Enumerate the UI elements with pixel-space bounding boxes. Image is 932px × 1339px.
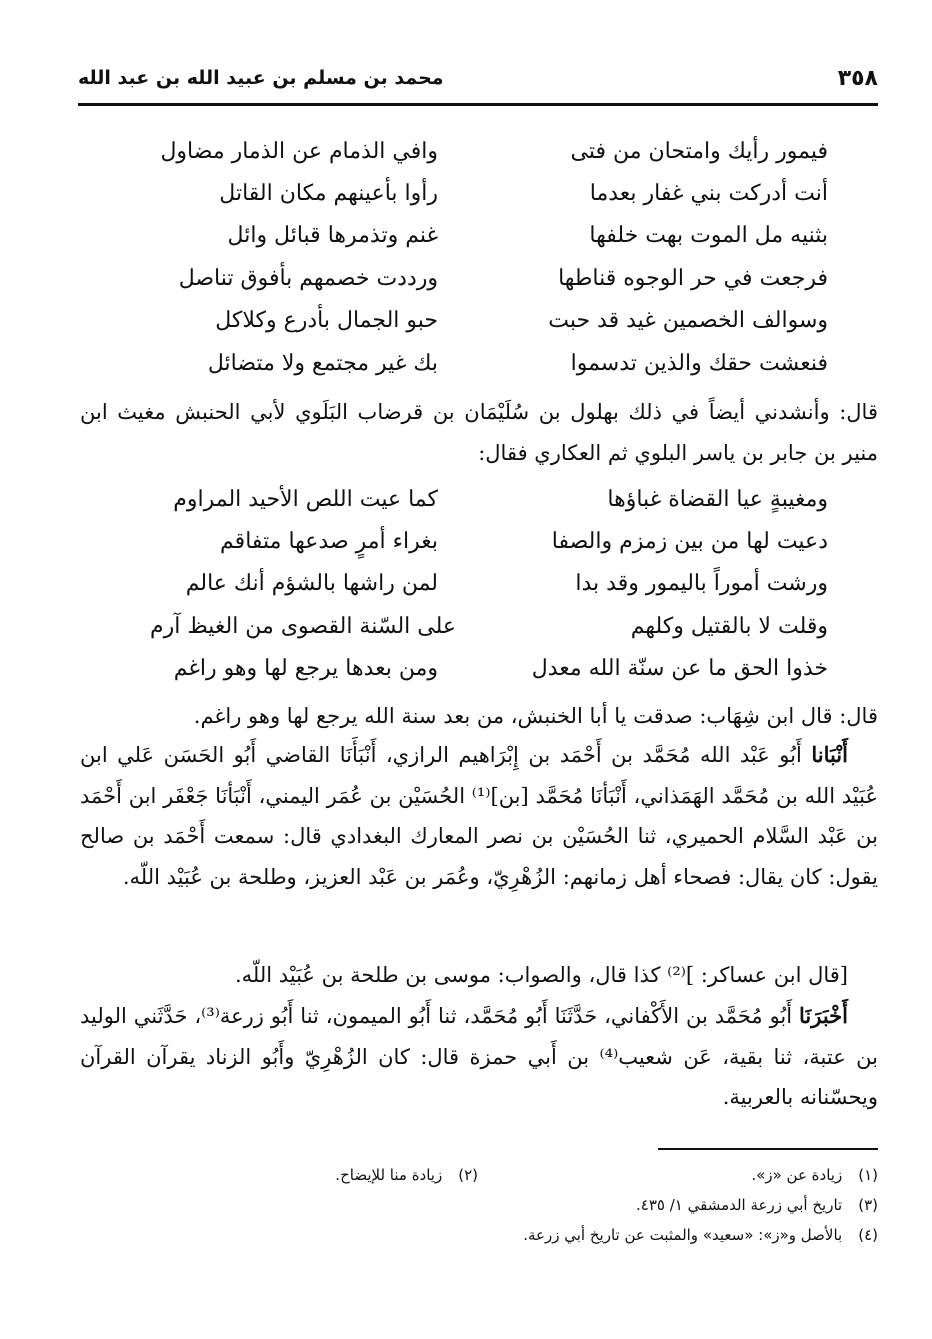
footnote-number: (١) [858,1166,878,1184]
verse [150,605,828,647]
isnad-text: أَبُو عَبْد الله مُحَمَّد بن أَحْمَد بن إِبْرَاهيم الرازي، أَنْبَأَنَا القاضي أَبُو الحَسَن عَلي ابن عُبَيْد الله بن مُحَمَّد الهَمَذاني، أَنْبَأنَا مُحَمَّد [بن]⁽¹⁾ الحُسَيْن بن عُمَر اليمني، أَنْبَأنَا جَعْفَر ابن أَحْمَد بن عَبْد السَّلام الحميري، ثنا الحُسَيْن بن نصر المعارك البغدادي قال: سمعت أَحْمَد بن صالح يقول: كان يقال: فصحاء أهل زمانهم: الزُهْرِيّ، وعُمَر بن عَبْد العزيز، وطلحة بن عُبَيْد اللّه. [80,743,878,889]
footnote-3 [636,1190,878,1220]
verse [150,563,828,605]
poem-2 [150,478,828,690]
verse-second-hemistich: ومن بعدها يرجع لها وهو راغم [173,656,438,682]
verse [150,520,828,562]
poem-1 [150,130,828,384]
footnote-number: (٣) [858,1196,878,1214]
paragraph-3 [80,735,878,897]
isnad-lead-word: أَخْبَرَنَا [799,1003,848,1028]
page-header [78,58,878,98]
paragraph-5 [80,996,878,1118]
verse-first-hemistich: بثنيه مل الموت بهت خلفها [589,223,828,249]
verse-second-hemistich: رأوا بأعينهم مكان القاتل [219,181,438,207]
verse-second-hemistich: كما عيت اللص الأحيد المراوم [173,486,438,512]
footnote-number: (٢) [458,1166,478,1184]
footnote-text: بالأصل و«ز»: «سعيد» والمثبت عن تاريخ أبي زرعة. [523,1226,843,1244]
paragraph-text: قال: قال ابن شِهَاب: صدقت يا أبا الخنبش، من بعد سنة الله يرجع لها وهو راغم. [193,704,878,728]
footnote-text: تاريخ أبي زرعة الدمشقي ١/ ٤٣٥. [636,1196,843,1214]
verse-second-hemistich: وافي الذمام عن الذمار مضاول [160,138,438,164]
verse-second-hemistich: على السّنة القصوى من الغيظ آرم [150,613,457,639]
footnote-number: (٤) [858,1226,878,1244]
verse-first-hemistich: فنعشت حقك والذين تدسموا [570,350,828,376]
verse-second-hemistich: غنم وتذمرها قبائل وائل [227,223,438,249]
verse-first-hemistich: ومغيبةٍ عيا القضاة غباؤها [607,486,828,512]
verse-first-hemistich: فيمور رأيك وامتحان من فتى [570,138,828,164]
paragraph-text [80,735,878,897]
verse-second-hemistich: بغراء أمرٍ صدعها متفاقم [220,529,438,555]
verse-first-hemistich: وقلت لا بالقتيل وكلهم [630,613,828,639]
paragraph-text: [قال ابن عساكر: ]⁽²⁾ كذا قال، والصواب: موسى بن طلحة بن عُبَيْد اللّه. [234,963,848,987]
verse-first-hemistich: فرجعت في حر الوجوه قناطها [558,265,828,291]
footnote-row [80,1220,878,1250]
isnad-lead-word: أَنْبَانا [811,742,848,767]
verse-second-hemistich: بك غير مجتمع ولا متضائل [207,350,438,376]
isnad-text: أَبُو مُحَمَّد بن الأَكْفاني، حَدَّثَنَا أَبُو مُحَمَّد، ثنا أَبُو الميمون، ثنا أَبُو زرعة⁽³⁾، حَدَّثَني الوليد بن عتبة، ثنا بقية، عَن شعيب⁽⁴⁾ بن أَبي حمزة قال: كان الزُهْرِيّ وأَبُو الزناد يقرآن القرآن ويحسّنانه بالعربية. [80,1004,878,1109]
verse [150,215,828,257]
verse-second-hemistich: ورددت خصمهم بأفوق تناصل [178,265,438,291]
verse [150,130,828,172]
verse-second-hemistich: حبو الجمال بأدرع وكلاكل [215,308,438,334]
footnote-row [80,1160,878,1190]
footnote-row [80,1190,878,1220]
verse-second-hemistich: لمن راشها بالشؤم أنك عالم [185,571,438,597]
verse-first-hemistich: وسوالف الخصمين غيد قد حبت [548,308,828,334]
verse [150,300,828,342]
footnote-2 [335,1160,478,1190]
paragraph-text: قال: وأنشدني أيضاً في ذلك بهلول بن سُلَيْمَان بن قرضاب البَلَوي لأبي الحنبش مغيث ابن منير بن جابر بن ياسر البلوي ثم العكاري فقال: [80,400,878,465]
verse [150,648,828,690]
paragraph-4 [80,955,878,996]
footnote-4 [523,1220,878,1250]
verse [150,478,828,520]
verse [150,342,828,384]
footnote-1 [478,1160,878,1190]
footnote-separator [658,1148,878,1150]
verse-first-hemistich: دعيت لها من بين زمزم والصفا [551,529,828,555]
footnote-text: زيادة عن «ز». [751,1166,843,1184]
header-rule [78,103,878,106]
paragraph-text [80,996,878,1118]
verse-first-hemistich: أنت أدركت بني غفار بعدما [589,181,828,207]
verse [150,257,828,299]
footnote-text: زيادة منا للإيضاح. [335,1166,443,1184]
running-title: محمد بن مسلم بن عبيد الله بن عبد الله [78,67,444,89]
verse-first-hemistich: ورشت أموراً باليمور وقد بدا [575,571,828,597]
paragraph-1 [80,392,878,473]
verse [150,172,828,214]
verse-first-hemistich: خذوا الحق ما عن سنّة الله معدل [531,656,828,682]
page-number: ٣٥٨ [837,65,878,91]
footnotes [80,1160,878,1250]
paragraph-2 [80,696,878,737]
